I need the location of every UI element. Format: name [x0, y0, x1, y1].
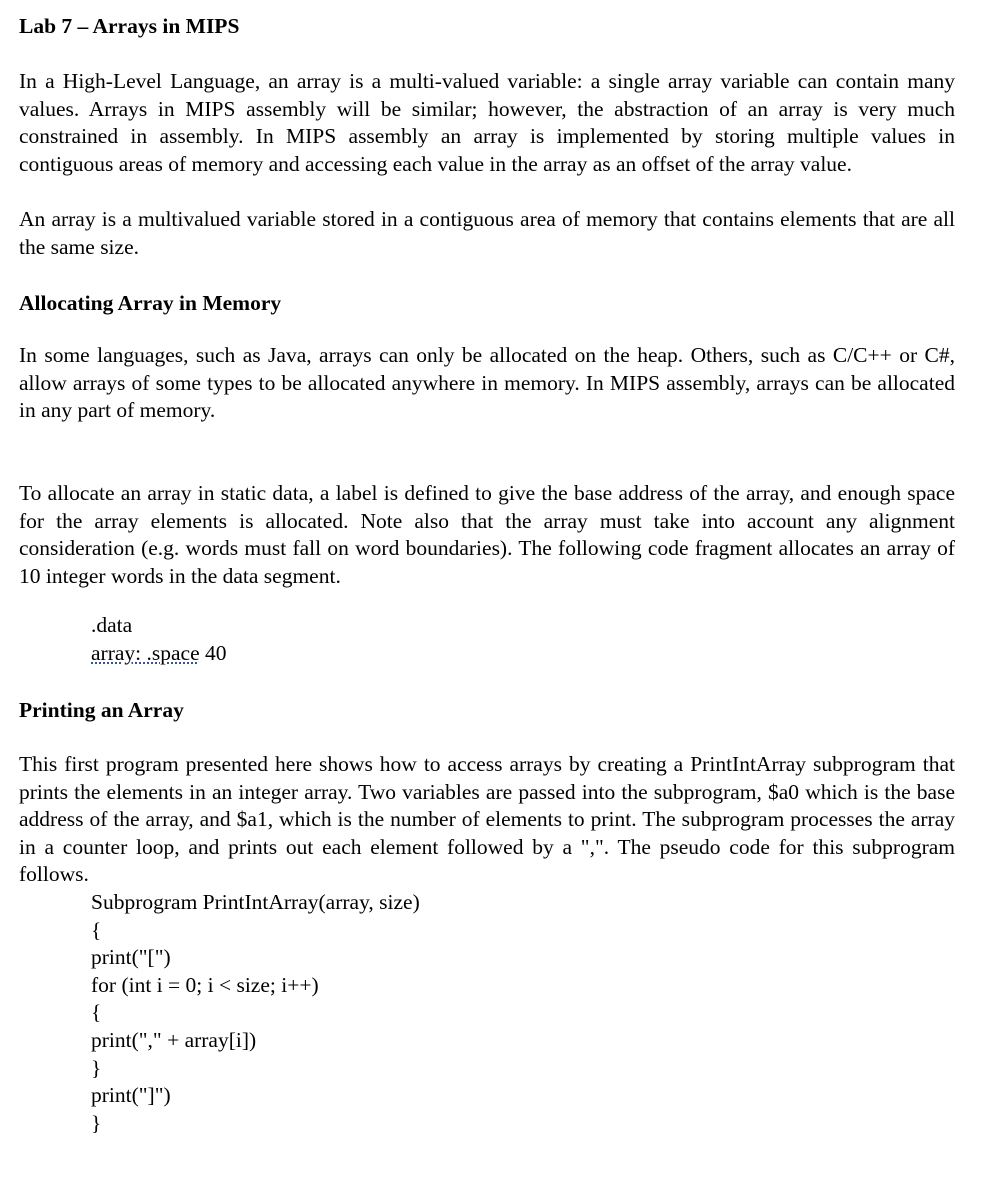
data-code-block	[91, 612, 227, 667]
section-heading-allocating: Allocating Array in Memory	[19, 291, 282, 315]
section-heading-printing: Printing an Array	[19, 698, 184, 722]
intro-paragraph-1: In a High-Level Language, an array is a multi-valued variable: a single array variable can contain many values. Arrays in MIPS assembly will be similar; however, the abstraction of an array is very much constrained in assembly. In MIPS assembly an array is implemented by storing multiple values in contiguous areas of memory and accessing each value in the array as an offset of the array value.	[19, 69, 955, 176]
allocating-paragraph-1: In some languages, such as Java, arrays can only be allocated on the heap. Others, such as C/C++ or C#, allow arrays of some types to be allocated anywhere in memory. In MIPS assembly, arrays can be allocated in any part of memory.	[19, 343, 955, 422]
pseudo-line: }	[91, 1055, 102, 1080]
code-line-array	[91, 640, 227, 668]
intro-paragraph-2: An array is a multivalued variable stored in a contiguous area of memory that contains elements that are all the same size.	[19, 207, 955, 259]
pseudo-line: }	[91, 1110, 102, 1135]
code-array-size: 40	[199, 640, 227, 665]
printing-paragraph-1: This first program presented here shows how to access arrays by creating a PrintIntArray subprogram that prints the elements in an integer array. Two variables are passed into the subprogram, $a0 which is the base address of the array, and $a1, which is the number of elements to print. The subprogram processes the array in a counter loop, and prints out each element followed by a ",". The pseudo code for this subprogram follows.	[19, 752, 955, 886]
document-title: Lab 7 – Arrays in MIPS	[19, 14, 240, 38]
pseudo-line: print("," + array[i])	[91, 1027, 257, 1052]
code-line-data: .data	[91, 613, 133, 637]
code-array-label: array: .space	[91, 640, 200, 665]
pseudo-line: print("]")	[91, 1083, 171, 1108]
pseudo-line: print("[")	[91, 945, 171, 970]
pseudo-line: {	[91, 917, 102, 942]
allocating-paragraph-2: To allocate an array in static data, a label is defined to give the base address of the array, and enough space for the array elements is allocated. Note also that the array must take into account any alignment consideration (e.g. words must fall on word boundaries). The following code fragment allocates an array of 10 integer words in the data segment.	[19, 481, 955, 588]
pseudo-line: {	[91, 1000, 102, 1025]
pseudo-code-block	[91, 889, 420, 1137]
pseudo-line: for (int i = 0; i < size; i++)	[91, 972, 319, 997]
pseudo-line: Subprogram PrintIntArray(array, size)	[91, 890, 420, 914]
